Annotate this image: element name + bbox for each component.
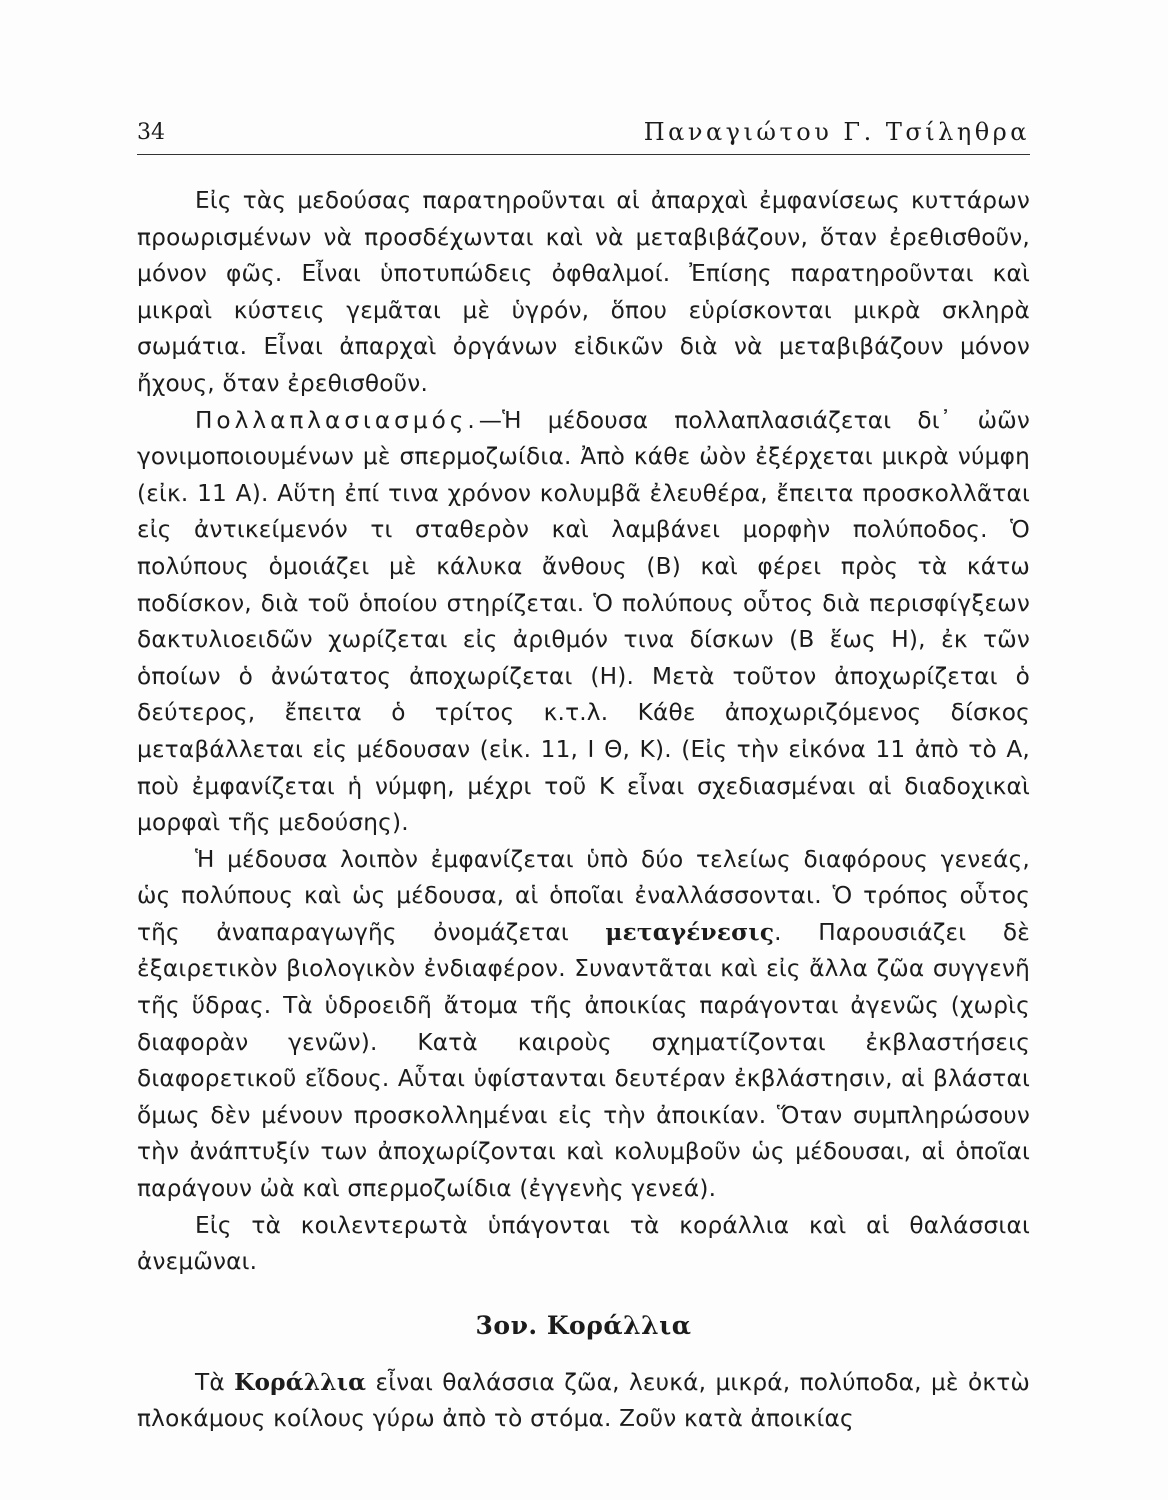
paragraph-lead-term: Πολλαπλασιασμός.: [195, 406, 479, 434]
section-heading-corals: 3ον. Κοράλλια: [475, 1310, 692, 1340]
paragraph-corals-text-a: Τὰ: [195, 1368, 225, 1396]
paragraph-metagenesis-text-a: Ἡ μέδουσα λοιπὸν ἐμφανίζεται ὑπὸ δύο τελείως διαφόρους γενεάς, ὡς πολύπους καὶ ὡς μέδουσα, αἱ ὁποῖαι ἐναλλάσσονται. Ὁ τρόπος οὗτος τῆς ἀναπαραγωγῆς ὀνομάζεται: [137, 845, 1030, 946]
paragraph-coelenterates: Εἰς τὰ κοιλεντερωτὰ ὑπάγονται τὰ κοράλλια καὶ αἱ θαλάσσιαι ἀνεμῶναι.: [137, 1211, 1030, 1276]
term-metagenesis: μεταγένεσις: [605, 918, 775, 946]
page-header: [137, 112, 1030, 155]
paragraph-corals-text-b: εἶναι θαλάσσια ζῶα, λευκά, μικρά, πολύποδα, μὲ ὀκτὼ πλοκάμους κοίλους γύρω ἀπὸ τὸ στόμα. Ζοῦν κατὰ ἀποικίας: [137, 1368, 1030, 1433]
paragraph-metagenesis: [137, 842, 1030, 1208]
paragraph-reproduction-text: —Ἡ μέδουσα πολλαπλασιάζεται δι᾽ ὠῶν γονιμοποιουμένων μὲ σπερμοζωίδια. Ἀπὸ κάθε ὠὸν ἐξέρχεται μικρὰ νύμφη (εἰκ. 11 Α). Αὕτη ἐπί τινα χρόνον κολυμβᾶ ἐλευθέρα, ἔπειτα προσκολλᾶται εἰς ἀντικείμενόν τι σταθερὸν καὶ λαμβάνει μορφὴν πολύποδος. Ὁ πολύπους ὁμοιάζει μὲ κάλυκα ἄνθους (Β) καὶ φέρει πρὸς τὰ κάτω ποδίσκον, διὰ τοῦ ὁποίου στηρίζεται. Ὁ πολύπους οὗτος διὰ περισφίγξεων δακτυλιοειδῶν χωρίζεται εἰς ἀριθμόν τινα δίσκων (Β ἕως Η), ἐκ τῶν ὁποίων ὁ ἀνώτατος ἀποχωρίζεται (Η). Μετὰ τοῦτον ἀποχωρίζεται ὁ δεύτερος, ἔπειτα ὁ τρίτος κ.τ.λ. Κάθε ἀποχωριζόμενος δίσκος μεταβάλλεται εἰς μέδουσαν (εἰκ. 11, Ι Θ, Κ). (Εἰς τὴν εἰκόνα 11 ἀπὸ τὸ Α, ποὺ ἐμφανίζεται ἡ νύμφη, μέχρι τοῦ Κ εἶναι σχεδιασμέναι αἱ διαδοχικαὶ μορφαὶ τῆς μεδούσης).: [137, 406, 1030, 837]
running-head-author: Παναγιώτου Γ. Τσίληθρα: [643, 118, 1030, 146]
paragraph-corals: [137, 1365, 1030, 1438]
paragraph-metagenesis-text-b: . Παρουσιάζει δὲ ἐξαιρετικὸν βιολογικὸν ἐνδιαφέρον. Συναντᾶται καὶ εἰς ἄλλα ζῶα συγγενῆ τῆς ὕδρας. Τὰ ὑδροειδῆ ἄτομα τῆς ἀποικίας παράγονται ἀγενῶς (χωρὶς διαφορὰν γενῶν). Κατὰ καιροὺς σχηματίζονται ἐκβλαστήσεις διαφορετικοῦ εἴδους. Αὗται ὑφίστανται δευτέραν ἐκβλάστησιν, αἱ βλάσται ὅμως δὲν μένουν προσκολλημέναι εἰς τὴν ἀποικίαν. Ὅταν συμπληρώσουν τὴν ἀνάπτυξίν των ἀποχωρίζονται καὶ κολυμβοῦν ὡς μέδουσαι, αἱ ὁποῖαι παράγουν ὠὰ καὶ σπερμοζωίδια (ἐγγενὴς γενεά).: [137, 918, 1030, 1203]
paragraph-eyes-and-statocysts: Εἰς τὰς μεδούσας παρατηροῦνται αἱ ἀπαρχαὶ ἐμφανίσεως κυττάρων προωρισμένων νὰ προσδέχωνται καὶ νὰ μεταβιβάζουν, ὅταν ἐρεθισθοῦν, μόνον φῶς. Εἶναι ὑποτυπώδεις ὀφθαλμοί. Ἐπίσης παρατηροῦνται καὶ μικραὶ κύστεις γεμᾶται μὲ ὑγρόν, ὅπου εὑρίσκονται μικρὰ σκληρὰ σωμάτια. Εἶναι ἀπαρχαὶ ὀργάνων εἰδικῶν διὰ νὰ μεταβιβάζουν μόνον ἤχους, ὅταν ἐρεθισθοῦν.: [137, 187, 1030, 397]
page-number: 34: [137, 120, 165, 145]
page-body: [137, 183, 1030, 1438]
term-corals: Κοράλλια: [234, 1368, 367, 1396]
paragraph-reproduction: [137, 403, 1030, 842]
